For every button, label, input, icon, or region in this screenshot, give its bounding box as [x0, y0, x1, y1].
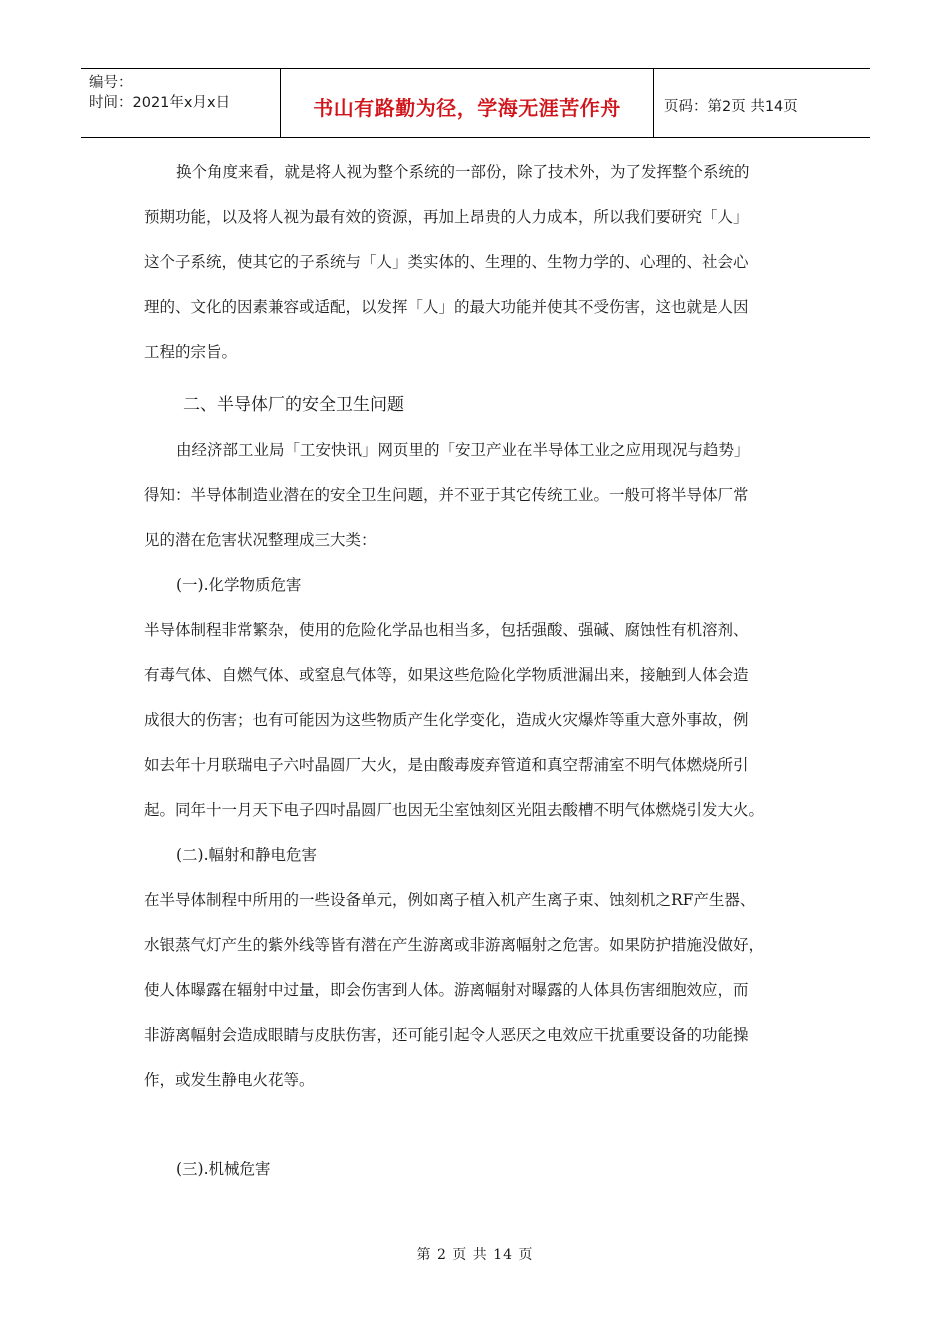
subsection-heading-radiation: (二).幅射和静电危害 [176, 846, 318, 864]
document-number-label: 编号： [89, 75, 133, 91]
text-line: 得知：半导体制造业潜在的安全卫生问题，并不亚于其它传统工业。一般可将半导体厂常 [144, 486, 749, 504]
paragraph-intro-hazards [144, 428, 809, 563]
text-line: 理的、文化的因素兼容或适配，以发挥「人」的最大功能并使其不受伤害，这也就是人因 [144, 298, 749, 316]
header-motto: 书山有路勤为径，学海无涯苦作舟 [281, 69, 654, 137]
text-line: 由经济部工业局「工安快讯」网页里的「安卫产业在半导体工业之应用现况与趋势」 [176, 441, 750, 459]
document-body [144, 150, 809, 1192]
header-info-cell [81, 69, 281, 137]
text-line: 半导体制程非常繁杂，使用的危险化学品也相当多，包括强酸、强碱、腐蚀性有机溶剂、 [144, 621, 749, 639]
text-line: 水银蒸气灯产生的紫外线等皆有潜在产生游离或非游离幅射之危害。如果防护措施没做好， [144, 936, 765, 954]
text-line: 使人体曝露在辐射中过量，即会伤害到人体。游离幅射对曝露的人体具伤害细胞效应，而 [144, 981, 749, 999]
header-page-code: 页码：第2页 共14页 [664, 98, 798, 115]
paragraph-human-factors [144, 150, 809, 375]
subsection-heading-mechanical: (三).机械危害 [176, 1160, 271, 1178]
text-line: 作，或发生静电火花等。 [144, 1071, 315, 1089]
text-line: 见的潜在危害状况整理成三大类： [144, 531, 377, 549]
text-line: 起。同年十一月天下电子四吋晶圆厂也因无尘室蚀刻区光阻去酸槽不明气体燃烧引发大火。 [144, 801, 765, 819]
page-footer: 第 2 页 共 14 页 [416, 1247, 534, 1263]
text-line: 成很大的伤害；也有可能因为这些物质产生化学变化，造成火灾爆炸等重大意外事故，例 [144, 711, 749, 729]
document-time-label: 时间：2021年x月x日 [89, 95, 231, 111]
text-line: 这个子系统，使其它的子系统与「人」类实体的、生理的、生物力学的、心理的、社会心 [144, 253, 749, 271]
text-line: 如去年十月联瑞电子六吋晶圆厂大火，是由酸毒废弃管道和真空帮浦室不明气体燃烧所引 [144, 756, 749, 774]
text-line: 换个角度来看，就是将人视为整个系统的一部份，除了技术外，为了发挥整个系统的 [176, 163, 750, 181]
section-heading: 二、半导体厂的安全卫生问题 [183, 395, 404, 415]
text-line: 有毒气体、自燃气体、或窒息气体等，如果这些危险化学物质泄漏出来，接触到人体会造 [144, 666, 749, 684]
text-line: 在半导体制程中所用的一些设备单元，例如离子植入机产生离子束、蚀刻机之RF产生器、 [144, 891, 756, 909]
subsection-heading-chemical: (一).化学物质危害 [176, 576, 302, 594]
document-header [81, 68, 870, 138]
paragraph-chemical-hazards [144, 608, 809, 833]
text-line: 预期功能，以及将人视为最有效的资源，再加上昂贵的人力成本，所以我们要研究「人」 [144, 208, 749, 226]
paragraph-radiation-hazards [144, 878, 809, 1103]
text-line: 非游离幅射会造成眼睛与皮肤伤害，还可能引起令人恶厌之电效应干扰重要设备的功能操 [144, 1026, 749, 1044]
text-line: 工程的宗旨。 [144, 343, 238, 361]
